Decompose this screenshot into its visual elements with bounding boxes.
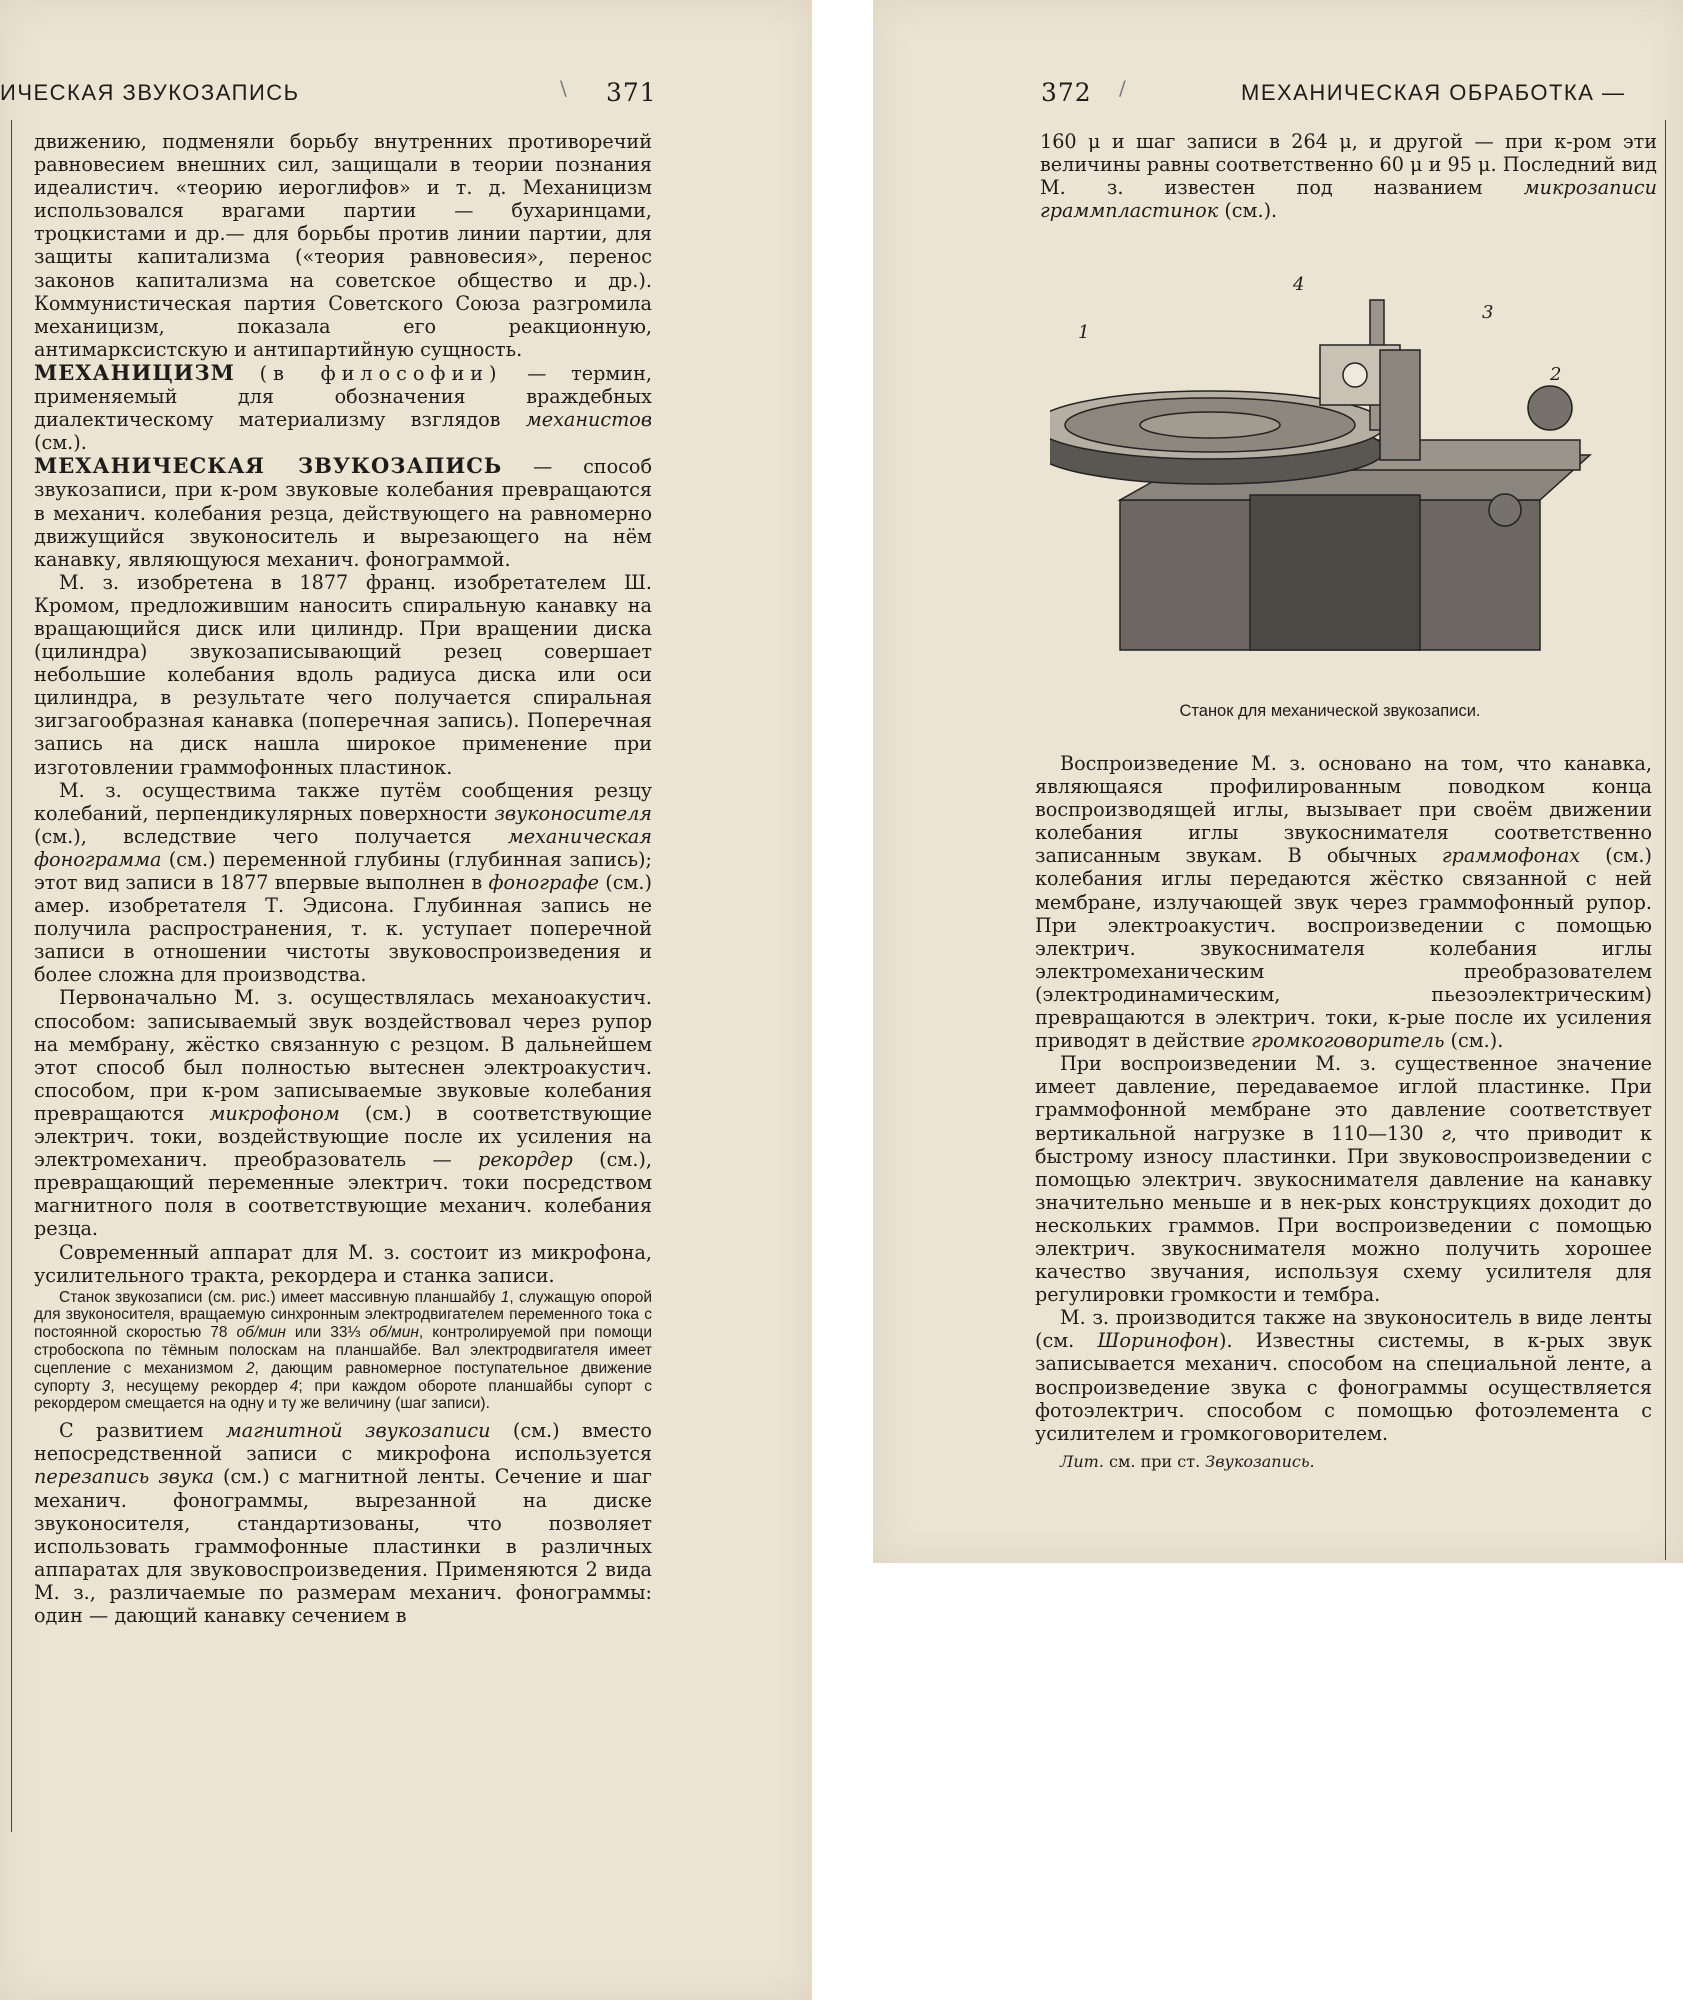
cross-reference: рекордер (478, 1148, 573, 1172)
machine-panel (1250, 495, 1420, 650)
headword: МЕХАНИЦИЗМ (34, 359, 235, 385)
header-mark: / (1119, 76, 1127, 100)
text-run: М. з. производится также на звуконоситель в виде ленты (см. (1035, 1306, 1652, 1353)
unit: г (1441, 1121, 1451, 1145)
text-run: Первоначально М. з. осуществлялась механоакустич. способом: записываемый звук воздействовал через рупор на мембрану, жёстко связанную с резцом. В дальнейшем этот способ был полностью вытеснен электроакустич. способом, при к-ром записываемые звуковые колебания превращаются (34, 986, 652, 1125)
unit: об/мин (236, 1324, 286, 1342)
cross-reference: микрозаписи граммпластинок (1040, 176, 1657, 223)
cross-reference: механистов (525, 408, 652, 432)
text-run: , несущему рекордер (110, 1377, 278, 1395)
figure-label-3: 3 (1482, 302, 1494, 323)
paragraph-mechanicism (34, 361, 652, 454)
left-column (34, 130, 652, 1627)
right-column (1035, 752, 1652, 1473)
text-run: или 33⅓ (294, 1324, 361, 1342)
text-run: Лит. (1060, 1451, 1104, 1471)
text-run: — термин, применяемый для обозначения враждебных диалектическому материализму взглядов (34, 361, 652, 432)
text-run: М. з. осуществима также путём сообщения резцу колебаний, перпендикулярных поверхности (34, 778, 652, 825)
column-rule (11, 120, 12, 1832)
machine-illustration (1050, 240, 1610, 700)
text-run: При воспроизведении М. з. существенное значение имеет давление, передаваемое иглой пластинке. При граммофонной мембране это давление соответствует вертикальной нагрузке в 110—130 (1035, 1052, 1652, 1145)
text-run: (см.) вместо непосредственной записи с микрофона используется (34, 1419, 652, 1466)
headword: МЕХАНИЧЕСКАЯ ЗВУКОЗАПИСЬ (34, 453, 503, 479)
figure-ref: 4 (289, 1377, 299, 1395)
text-run: (см.), превращающий переменные электрич. токи посредством магнитного поля в соответствующие механич. колебания резца. (34, 1148, 652, 1241)
left-page (0, 0, 812, 2000)
right-page-header (873, 76, 1683, 114)
left-page-header (0, 76, 812, 114)
cross-reference: микрофоном (209, 1101, 340, 1125)
paragraph (1035, 752, 1652, 1052)
text-run: Станок звукозаписи (см. рис.) имеет массивную планшайбу (59, 1288, 496, 1306)
figure-caption: Станок для механической звукозаписи. (1179, 702, 1481, 720)
cross-reference: фонографе (488, 871, 599, 894)
paragraph (34, 1419, 652, 1627)
text-run: (см.) амер. изобретателя Т. Эдисона. Глубинная запись не получила распространения, т. к. уступает поперечной записи в отношении чистоты звуковоспроизведения и более сложна для производства. (34, 871, 652, 987)
text-run: 160 μ и шаг записи в 264 μ, и другой — при к-ром эти величины равны соответственно 60 μ и 95 μ. Последний вид М. з. известен под названием (1040, 130, 1657, 200)
column-rule (1665, 120, 1666, 1560)
small-paragraph (34, 1289, 652, 1414)
text-run: , служащую опорой для звуконосителя, вращаемую синхронным электродвигателем переменного тока с постоянной скоростью 78 (34, 1288, 652, 1342)
text-run: С развитием (59, 1419, 204, 1443)
text-run: , что приводит к быстрому износу пластинки. При звуковоспроизведении с помощью электрич. звукоснимателя давление на канавку значительно меньше и в нек-рых конструкциях доходит до нескольких граммов. При воспроизведении с помощью электрич. звукоснимателя можно получить хорошее качество звучания, используя схему усилителя для регулировки громкости и тембра. (1035, 1121, 1652, 1307)
paragraph: Современный аппарат для М. з. состоит из микрофона, усилительного тракта, рекордера и станка записи. (34, 1240, 652, 1287)
right-page-number: 372 (1041, 78, 1092, 107)
right-header-title: МЕХАНИЧЕСКАЯ ОБРАБОТКА — (1241, 80, 1626, 105)
control-knob (1489, 494, 1521, 526)
handwheel (1528, 386, 1572, 430)
paragraph (34, 779, 652, 987)
text-run: см. при ст. (1109, 1451, 1201, 1471)
text-run: , дающим равномерное поступательное движение супорту (34, 1359, 653, 1395)
text-run: (см.) с магнитной ленты. Сечение и шаг механич. фонограммы, вырезанной на диске звуконосителя, стандартизованы, что позволяет использовать граммофонные пластинки в различных аппаратах для звуковоспроизведения. Применяются 2 вида М. з., различаемые по размерам механич. фонограммы: один — дающий канавку сечением в (34, 1465, 652, 1628)
spaced-phrase: (в философии) (259, 361, 503, 385)
text-run: (см.) в соответствующие электрич. токи, воздействующие после их усиления на электромеханич. преобразователь — (34, 1101, 652, 1172)
figure-label-4: 4 (1293, 274, 1305, 295)
cross-reference: магнитной звукозаписи (225, 1419, 491, 1443)
figure-label-1: 1 (1078, 322, 1090, 343)
cross-reference: Звукозапись. (1205, 1451, 1315, 1471)
figure-label-2: 2 (1550, 364, 1562, 385)
header-mark: \ (560, 76, 568, 100)
left-header-title: ИЧЕСКАЯ ЗВУКОЗАПИСЬ (0, 80, 300, 105)
right-column-top (1040, 130, 1657, 222)
paragraph: М. з. изобретена в 1877 франц. изобретателем Ш. Кромом, предложившим наносить спиральную канавку на вращающийся диск или цилиндр. При вращении диска (цилиндра) звукозаписывающий резец совершает небольшие колебания вдоль радиуса диска или оси цилиндра, в результате чего получается спиральная зигзагообразная канавка (поперечная запись). Поперечная запись на диск нашла широкое применение при изготовлении граммофонных пластинок. (34, 570, 652, 779)
literature-note (1035, 1451, 1652, 1473)
figure-ref: 1 (500, 1288, 510, 1306)
text-run: ; при каждом обороте планшайбы супорт с рекордером смещается на одну и ту же величину (шаг записи). (34, 1377, 652, 1413)
paragraph-headword (34, 454, 652, 570)
paragraph (1035, 1306, 1652, 1445)
cross-reference: Шоринофон (1097, 1329, 1219, 1353)
paragraph (1035, 1052, 1652, 1306)
text-run: (см.), вследствие чего получается (34, 824, 472, 848)
paragraph: движению, подменяли борьбу внутренних противоречий равновесием внешних сил, защищали в теории познания идеалистич. «теорию иероглифов» и т. д. Механицизм использовался врагами партии — бухаринцами, троцкистами и др.— для борьбы против линии партии, для защиты капитализма («теория равновесия», перенос законов капитализма на советское общество и др.). Коммунистическая партия Советского Союза разгромила механицизм, показала его реакционную, антимарксистскую и антипартийную сущность. (34, 130, 652, 361)
unit: об/мин (369, 1324, 419, 1342)
cross-reference: перезапись звука (34, 1465, 214, 1489)
text-run: (см.) переменной глубины (глубинная запись); этот вид записи в 1877 впервые выполнен в (34, 847, 652, 894)
text-run: ). Известны системы, в к-рых звук записывается механич. способом на специальной ленте, а воспроизведение звука с фонограммы осуществляется фотоэлектрич. способом с помощью фотоэлемента с усилителем и громкоговорителем. (1035, 1329, 1652, 1445)
text-run: (см.). (1450, 1029, 1504, 1053)
cross-reference: граммофонах (1441, 844, 1581, 868)
text-run: — способ звукозаписи, при к-ром звуковые колебания превращаются в механич. колебания резца, действующего на равномерно движущийся звуконоситель и вырезающего на нём канавку, являющуюся механич. фонограммой. (34, 455, 652, 571)
figure-ref: 3 (101, 1377, 111, 1395)
text-run: (см.). (34, 431, 87, 455)
text-run: , контролируемой при помощи стробоскопа по тёмным полоскам на планшайбе. Вал электродвигателя имеет сцепление с механизмом (34, 1324, 653, 1377)
figure-ref: 2 (245, 1359, 255, 1377)
paragraph (34, 986, 652, 1240)
cross-reference: механическая фонограмма (34, 824, 652, 871)
cross-reference: громкоговоритель (1251, 1029, 1445, 1053)
paragraph (1040, 130, 1657, 222)
cross-reference: звуконосителя (494, 801, 652, 825)
text-run: (см.) колебания иглы передаются жёстко связанной с ней мембране, излучающей звук через граммофонный рупор. При электроакустич. воспроизведении с помощью электрич. звукоснимателя колебания иглы электромеханическим преобразователем (электродинамическим, пьезоэлектрическим) превращаются в электрич. токи, к-рые после их усиления приводят в действие (1035, 844, 1652, 1053)
text-run: (см.). (1224, 199, 1278, 223)
left-page-number: 371 (606, 78, 657, 107)
text-run: Воспроизведение М. з. основано на том, что канавка, являющаяся профилированным поводком конца воспроизводящей иглы, вызывает при своём движении колебания иглы звукоснимателя соответственно записанным звукам. В обычных (1035, 752, 1652, 868)
support-arm (1380, 350, 1420, 460)
